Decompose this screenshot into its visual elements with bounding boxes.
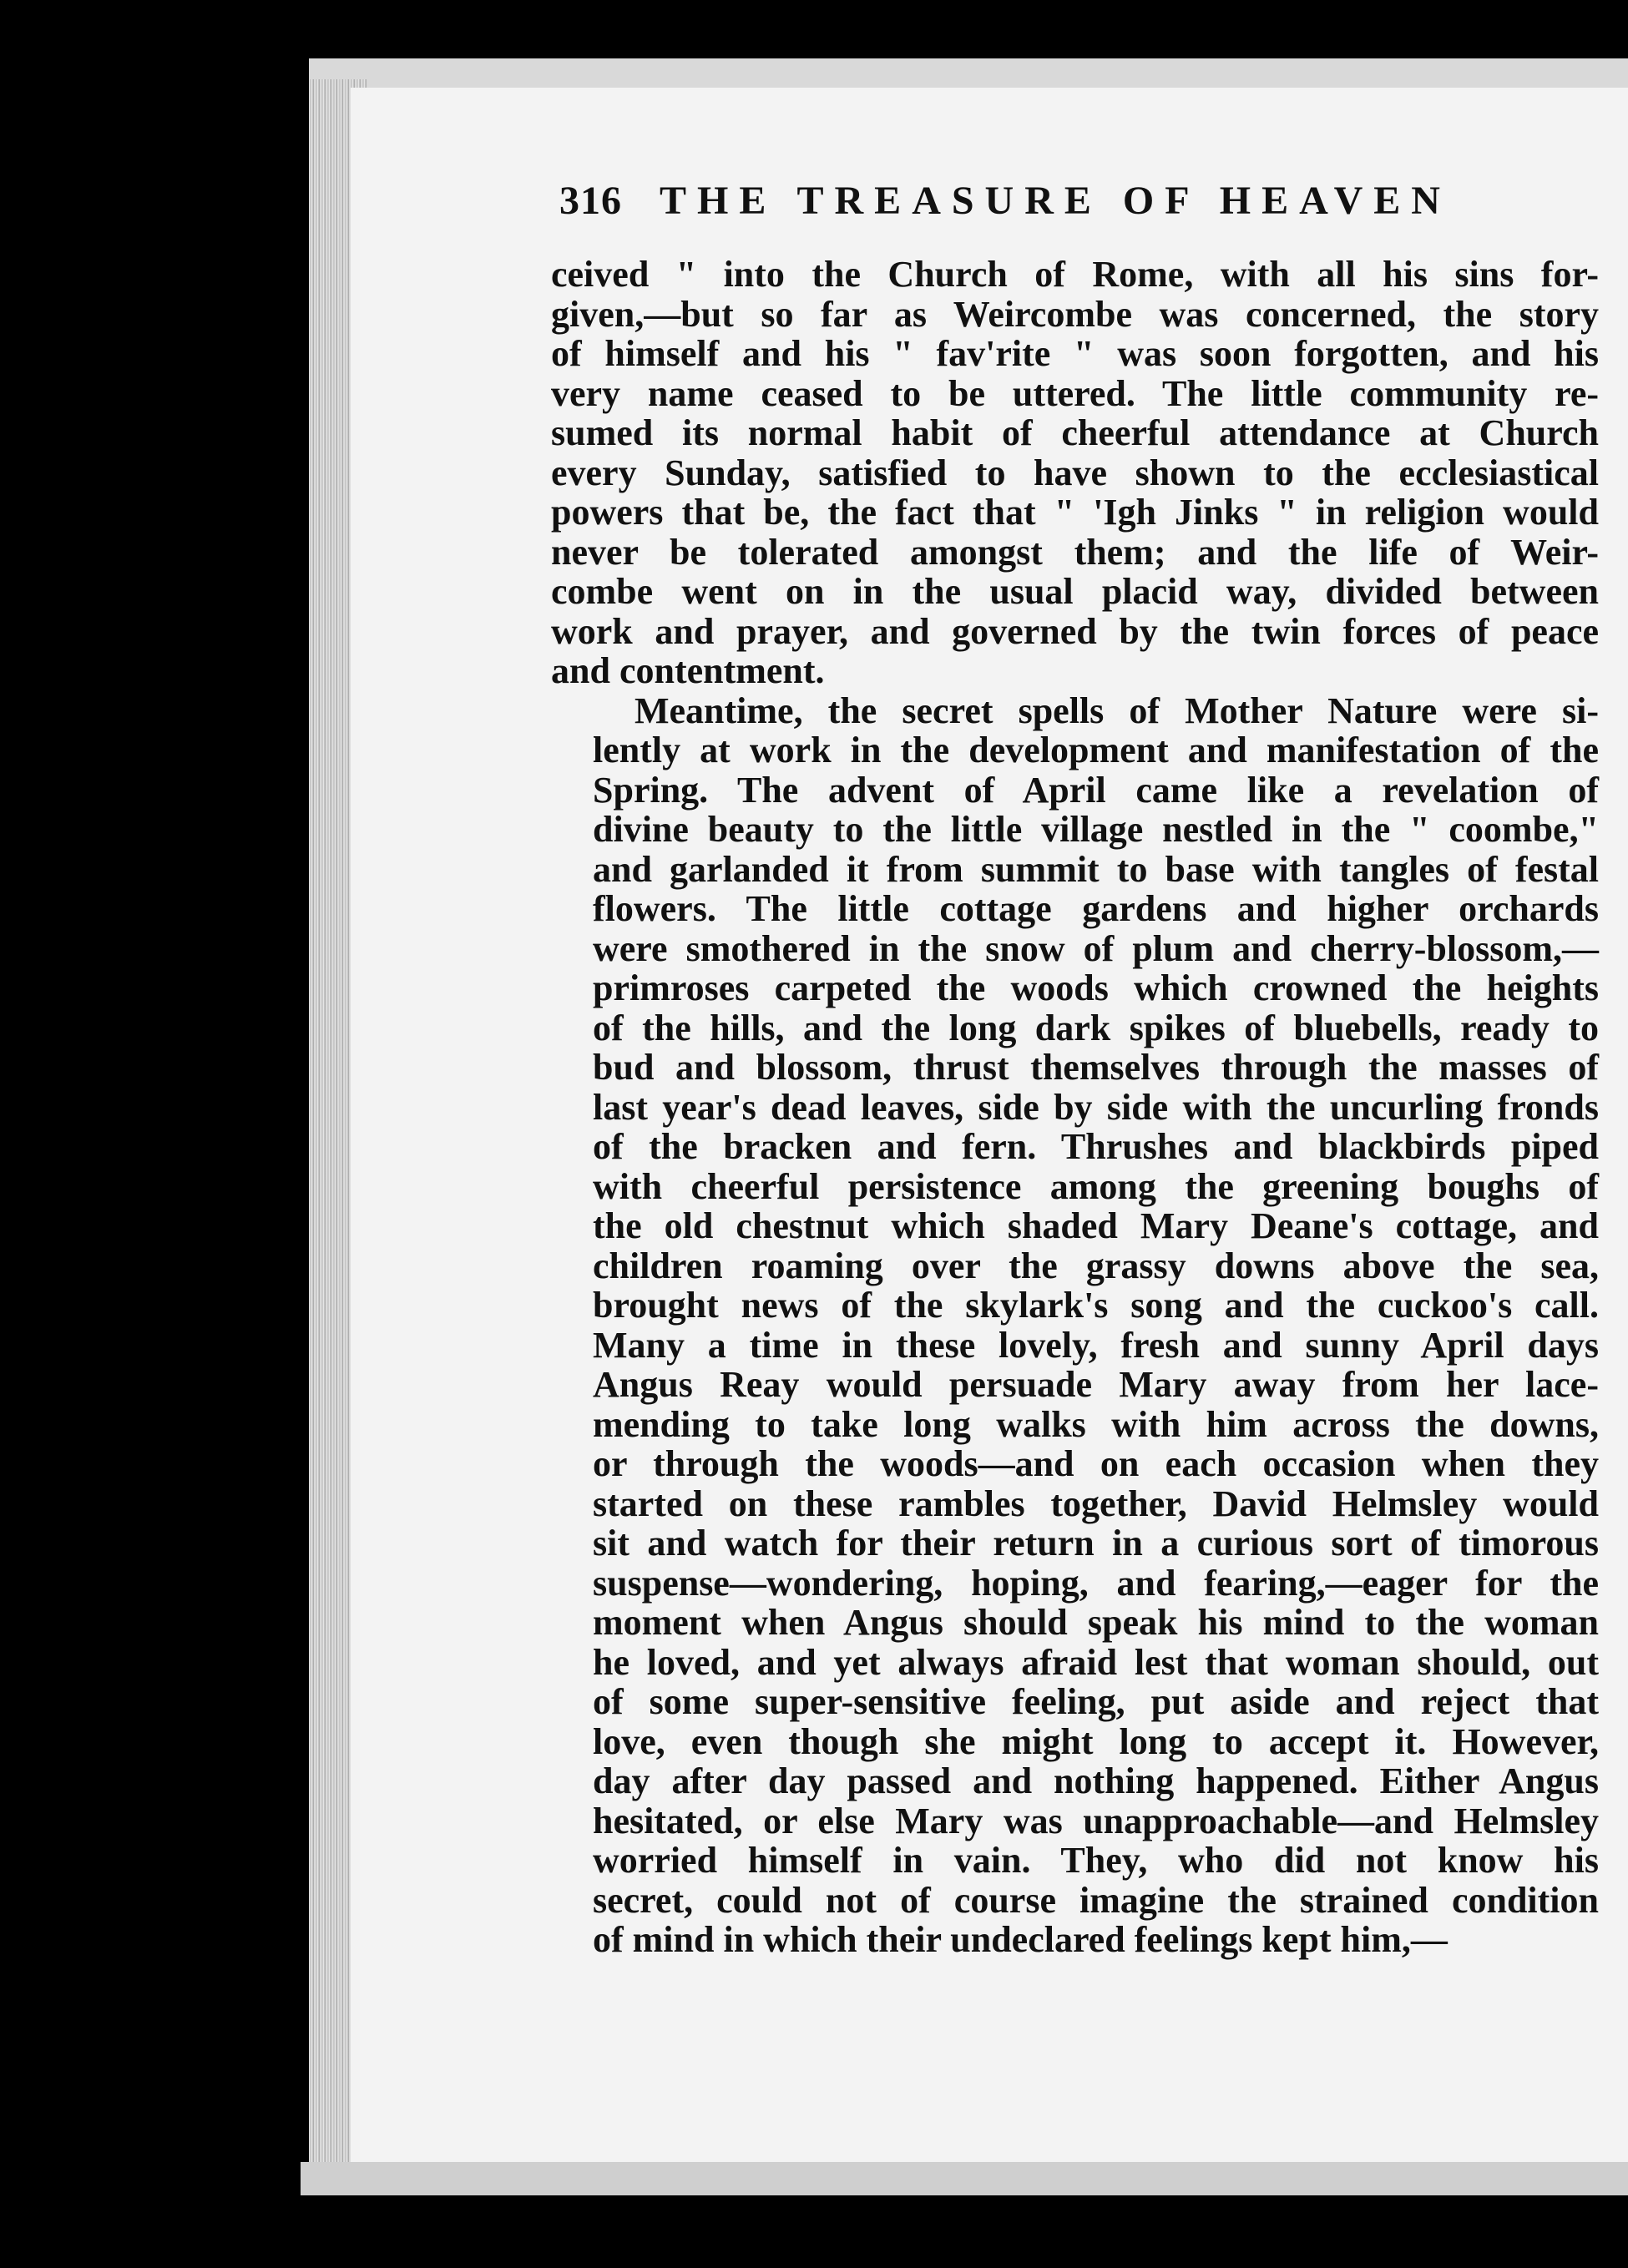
text-line: moment when Angus should speak his mind to the woman: [593, 1602, 1599, 1643]
text-line: very name ceased to be uttered. The little community re-: [551, 372, 1599, 414]
text-line: of the bracken and fern. Thrushes and blackbirds piped: [593, 1126, 1599, 1167]
text-line: were smothered in the snow of plum and cherry-blossom,—: [593, 927, 1599, 969]
text-line: of the hills, and the long dark spikes of bluebells, ready to: [593, 1007, 1599, 1048]
text-line: Spring. The advent of April came like a revelation of: [593, 769, 1599, 811]
text-line: he loved, and yet always afraid lest that woman should, out: [593, 1641, 1599, 1683]
text-line: every Sunday, satisfied to have shown to the ecclesiastical: [551, 452, 1599, 493]
text-line: of mind in which their undeclared feelings kept him,—: [593, 1919, 1448, 1960]
text-line: bud and blossom, thrust themselves through the masses of: [593, 1047, 1599, 1088]
text-line: sit and watch for their return in a curious sort of timorous: [593, 1523, 1599, 1563]
text-line: and garlanded it from summit to base with tangles of festal: [593, 848, 1599, 890]
text-line: worried himself in vain. They, who did not know his: [593, 1840, 1599, 1881]
text-line: of himself and his " fav'rite " was soon forgotten, and his: [551, 333, 1599, 374]
text-line: ceived " into the Church of Rome, with all his sins for-: [551, 254, 1599, 295]
text-line: hesitated, or else Mary was unapproachable—and Helmsley: [593, 1800, 1599, 1841]
text-line: started on these rambles together, David Helmsley would: [593, 1483, 1599, 1524]
text-line: of some super-sensitive feeling, put aside and reject that: [593, 1681, 1599, 1722]
text-line: never be tolerated amongst them; and the life of Weir-: [551, 531, 1599, 573]
text-line: work and prayer, and governed by the twin forces of peace: [551, 610, 1599, 652]
text-line: given,—but so far as Weircombe was concerned, the story: [551, 293, 1599, 335]
running-title: THE TREASURE OF HEAVEN: [660, 178, 1451, 223]
text-line: secret, could not of course imagine the strained condition: [593, 1879, 1599, 1921]
text-line: or through the woods—and on each occasion when they: [593, 1443, 1599, 1484]
text-line: suspense—wondering, hoping, and fearing,—eager for the: [593, 1562, 1599, 1604]
text-line: flowers. The little cottage gardens and higher orchards: [593, 888, 1599, 929]
page-number: 316: [559, 178, 622, 223]
text-line: love, even though she might long to accept it. However,: [593, 1720, 1599, 1762]
text-line: brought news of the skylark's song and the cuckoo's call.: [593, 1285, 1599, 1326]
text-line: divine beauty to the little village nestled in the " coombe,": [593, 809, 1599, 850]
text-line: with cheerful persistence among the greening boughs of: [593, 1165, 1599, 1207]
running-head: [559, 175, 1511, 225]
text-line: Meantime, the secret spells of Mother Nature were si-: [635, 689, 1599, 731]
text-line: day after day passed and nothing happened. Either Angus: [593, 1760, 1599, 1801]
text-line: and contentment.: [551, 650, 825, 691]
text-line: Many a time in these lovely, fresh and sunny April days: [593, 1324, 1599, 1366]
text-line: children roaming over the grassy downs above the sea,: [593, 1245, 1599, 1286]
text-line: sumed its normal habit of cheerful attendance at Church: [551, 412, 1599, 453]
text-line: combe went on in the usual placid way, divided between: [551, 571, 1599, 612]
text-line: the old chestnut which shaded Mary Deane's cottage, and: [593, 1205, 1599, 1246]
body-text: [551, 255, 1599, 1960]
text-line: primroses carpeted the woods which crowned the heights: [593, 967, 1599, 1008]
book-bottom-edge: [301, 2162, 1628, 2195]
paragraph: [551, 691, 1599, 1960]
text-line: last year's dead leaves, side by side with the uncurling fronds: [593, 1086, 1599, 1128]
text-line: powers that be, the fact that " 'Igh Jinks " in religion would: [551, 492, 1599, 533]
text-line: lently at work in the development and manifestation of the: [593, 730, 1599, 770]
book-top-edge: [309, 58, 1628, 92]
text-line: Angus Reay would persuade Mary away from her lace-: [593, 1364, 1599, 1405]
paragraph: [551, 255, 1599, 691]
text-line: mending to take long walks with him across the downs,: [593, 1403, 1599, 1445]
